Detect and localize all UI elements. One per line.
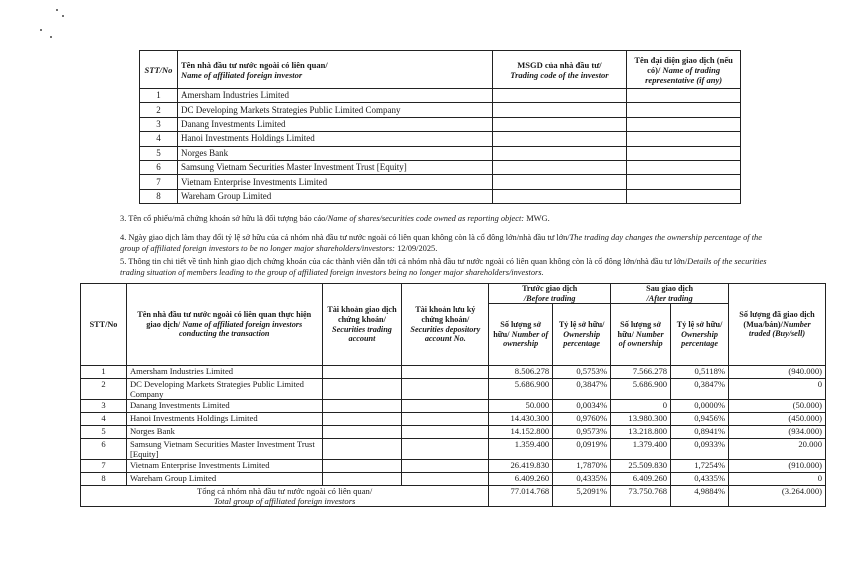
trading-account [322, 426, 402, 439]
depository-account [402, 460, 489, 473]
table-row [140, 160, 741, 174]
before-pct: 0,4335% [553, 473, 611, 486]
after-qty: 1.379.400 [611, 439, 671, 460]
investor-name: Danang Investments Limited [177, 117, 492, 131]
trading-account [322, 413, 402, 426]
number-traded: 20.000 [729, 439, 826, 460]
total-label: Tổng cả nhóm nhà đầu tư nước ngoài có liên quan/ Total group of affiliated foreign investors [81, 486, 489, 507]
before-qty: 14.430.300 [489, 413, 553, 426]
after-qty: 25.509.830 [611, 460, 671, 473]
row-number: 5 [140, 146, 178, 160]
header-before-pct: Tỷ lệ sở hữu/ Ownership percentage [553, 304, 611, 366]
trading-code [492, 175, 627, 189]
before-qty: 1.359.400 [489, 439, 553, 460]
header-after-trading: Sau giao dịch /After trading [611, 284, 729, 304]
row-number: 8 [140, 189, 178, 203]
table-row [140, 117, 741, 131]
investor-name: Wareham Group Limited [126, 473, 322, 486]
before-pct: 0,9573% [553, 426, 611, 439]
header-trading-code: MSGD của nhà đầu tư/ Trading code of the investor [492, 51, 627, 89]
investor-name: Danang Investments Limited [126, 400, 322, 413]
table-row [140, 189, 741, 203]
trading-representative [627, 103, 741, 117]
before-pct: 0,0034% [553, 400, 611, 413]
row-number: 6 [81, 439, 127, 460]
before-pct: 0,9760% [553, 413, 611, 426]
table-row [81, 413, 826, 426]
trading-representative [627, 175, 741, 189]
row-number: 8 [81, 473, 127, 486]
total-before-qty: 77.014.768 [489, 486, 553, 507]
trading-account [322, 366, 402, 379]
header-after-pct: Tỷ lệ sở hữu/ Ownership percentage [671, 304, 729, 366]
after-qty: 5.686.900 [611, 379, 671, 400]
table-row [81, 379, 826, 400]
table-row [140, 89, 741, 103]
after-pct: 0,8941% [671, 426, 729, 439]
paragraph-3: 3. Tên cổ phiếu/mã chứng khoán sở hữu là đối tượng báo cáo/Name of shares/securities code owned as reporting object: MWG. [120, 214, 550, 223]
depository-account [402, 366, 489, 379]
after-pct: 0,3847% [671, 379, 729, 400]
number-traded: 0 [729, 379, 826, 400]
table-row [81, 460, 826, 473]
trading-representative [627, 189, 741, 203]
number-traded: (934.000) [729, 426, 826, 439]
trading-code [492, 146, 627, 160]
investor-name: DC Developing Markets Strategies Public Limited Company [126, 379, 322, 400]
header-investor-name: Tên nhà đầu tư nước ngoài có liên quan/ Name of affiliated foreign investor [177, 51, 492, 89]
after-qty: 0 [611, 400, 671, 413]
after-qty: 13.218.800 [611, 426, 671, 439]
trading-account [322, 379, 402, 400]
investor-name: Samsung Vietnam Securities Master Investment Trust [Equity] [126, 439, 322, 460]
affiliated-investors-table [139, 50, 741, 204]
total-traded: (3.264.000) [729, 486, 826, 507]
header-before-trading: Trước giao dịch /Before trading [489, 284, 611, 304]
header-stt: STT/No [140, 51, 178, 89]
header-number-traded: Số lượng đã giao dịch (Mua/bán)/Number traded (Buy/sell) [729, 284, 826, 366]
total-row [81, 486, 826, 507]
before-pct: 0,0919% [553, 439, 611, 460]
trading-representative [627, 146, 741, 160]
table-row [140, 132, 741, 146]
trading-account [322, 473, 402, 486]
scan-speck [40, 29, 42, 31]
table-row [81, 439, 826, 460]
investor-name: Hanoi Investments Holdings Limited [177, 132, 492, 146]
investor-name: Vietnam Enterprise Investments Limited [177, 175, 492, 189]
depository-account [402, 379, 489, 400]
investor-name: Norges Bank [126, 426, 322, 439]
depository-account [402, 426, 489, 439]
after-pct: 0,4335% [671, 473, 729, 486]
after-pct: 0,0933% [671, 439, 729, 460]
row-number: 3 [81, 400, 127, 413]
trading-code [492, 89, 627, 103]
trading-representative [627, 160, 741, 174]
paragraph-5: 5. Thông tin chi tiết về tình hình giao dịch chứng khoán của các thành viên dẫn tới cả nhóm nhà đầu tư nước ngoài có liên quan không còn là cổ đông lớn/nhà đầu tư lớn/Details of the securities trading situation of members leading to the group of affiliated foreign investors being no longer major shareholders/investors. [120, 257, 767, 277]
before-pct: 1,7870% [553, 460, 611, 473]
header-investor-name: Tên nhà đầu tư nước ngoài có liên quan thực hiện giao dịch/ Name of affiliated foreign investors conducting the transaction [126, 284, 322, 366]
trading-code [492, 103, 627, 117]
depository-account [402, 400, 489, 413]
scan-speck [50, 36, 52, 38]
investor-name: Samsung Vietnam Securities Master Investment Trust [Equity] [177, 160, 492, 174]
after-qty: 6.409.260 [611, 473, 671, 486]
after-pct: 0,0000% [671, 400, 729, 413]
trading-account [322, 439, 402, 460]
depository-account [402, 413, 489, 426]
row-number: 1 [140, 89, 178, 103]
row-number: 5 [81, 426, 127, 439]
row-number: 4 [81, 413, 127, 426]
trading-account [322, 400, 402, 413]
investor-name: Amersham Industries Limited [126, 366, 322, 379]
trading-code [492, 117, 627, 131]
before-pct: 0,3847% [553, 379, 611, 400]
total-after-pct: 4,9884% [671, 486, 729, 507]
table-row [140, 103, 741, 117]
table-row [81, 366, 826, 379]
before-qty: 50.000 [489, 400, 553, 413]
row-number: 2 [140, 103, 178, 117]
before-pct: 0,5753% [553, 366, 611, 379]
paragraph-4: 4. Ngày giao dịch làm thay đổi tỷ lệ sở hữu của cả nhóm nhà đầu tư nước ngoài có liên quan không còn là cổ đông lớn/nhà đầu tư lớn/The trading day changes the ownership percentage of the group of affiliated foreign investors to be no longer major shareholders/investors: 12/09/2025. [120, 233, 762, 253]
depository-account [402, 439, 489, 460]
before-qty: 26.419.830 [489, 460, 553, 473]
after-qty: 7.566.278 [611, 366, 671, 379]
trading-representative [627, 132, 741, 146]
number-traded: (450.000) [729, 413, 826, 426]
total-before-pct: 5,2091% [553, 486, 611, 507]
table-row [81, 400, 826, 413]
row-number: 2 [81, 379, 127, 400]
trading-code [492, 160, 627, 174]
number-traded: (910.000) [729, 460, 826, 473]
number-traded: (940.000) [729, 366, 826, 379]
depository-account [402, 473, 489, 486]
trading-code [492, 189, 627, 203]
trading-code [492, 132, 627, 146]
header-trading-account: Tài khoản giao dịch chứng khoán/ Securities trading account [322, 284, 402, 366]
scan-speck [62, 15, 64, 17]
investor-name: Norges Bank [177, 146, 492, 160]
table-row [81, 426, 826, 439]
trading-representative [627, 89, 741, 103]
before-qty: 5.686.900 [489, 379, 553, 400]
trading-account [322, 460, 402, 473]
total-after-qty: 73.750.768 [611, 486, 671, 507]
investor-name: Amersham Industries Limited [177, 89, 492, 103]
after-pct: 0,5118% [671, 366, 729, 379]
before-qty: 8.506.278 [489, 366, 553, 379]
row-number: 6 [140, 160, 178, 174]
after-qty: 13.980.300 [611, 413, 671, 426]
investor-name: Wareham Group Limited [177, 189, 492, 203]
row-number: 4 [140, 132, 178, 146]
table-row [140, 175, 741, 189]
row-number: 7 [140, 175, 178, 189]
header-after-qty: Số lượng sở hữu/ Number of ownership [611, 304, 671, 366]
trading-representative [627, 117, 741, 131]
number-traded: 0 [729, 473, 826, 486]
table-row [140, 146, 741, 160]
header-trading-rep: Tên đại diện giao dịch (nếu có)/ Name of trading representative (if any) [627, 51, 741, 89]
header-depository-account: Tài khoản lưu ký chứng khoán/ Securities depository account No. [402, 284, 489, 366]
row-number: 1 [81, 366, 127, 379]
trading-details-table [80, 283, 826, 507]
header-before-qty: Số lượng sở hữu/ Number of ownership [489, 304, 553, 366]
investor-name: DC Developing Markets Strategies Public Limited Company [177, 103, 492, 117]
before-qty: 14.152.800 [489, 426, 553, 439]
before-qty: 6.409.260 [489, 473, 553, 486]
investor-name: Vietnam Enterprise Investments Limited [126, 460, 322, 473]
header-stt: STT/No [81, 284, 127, 366]
row-number: 3 [140, 117, 178, 131]
investor-name: Hanoi Investments Holdings Limited [126, 413, 322, 426]
table-row [81, 473, 826, 486]
after-pct: 0,9456% [671, 413, 729, 426]
after-pct: 1,7254% [671, 460, 729, 473]
number-traded: (50.000) [729, 400, 826, 413]
table-header-row [81, 284, 826, 304]
row-number: 7 [81, 460, 127, 473]
table-header-row [140, 51, 741, 89]
scan-speck [56, 9, 58, 11]
